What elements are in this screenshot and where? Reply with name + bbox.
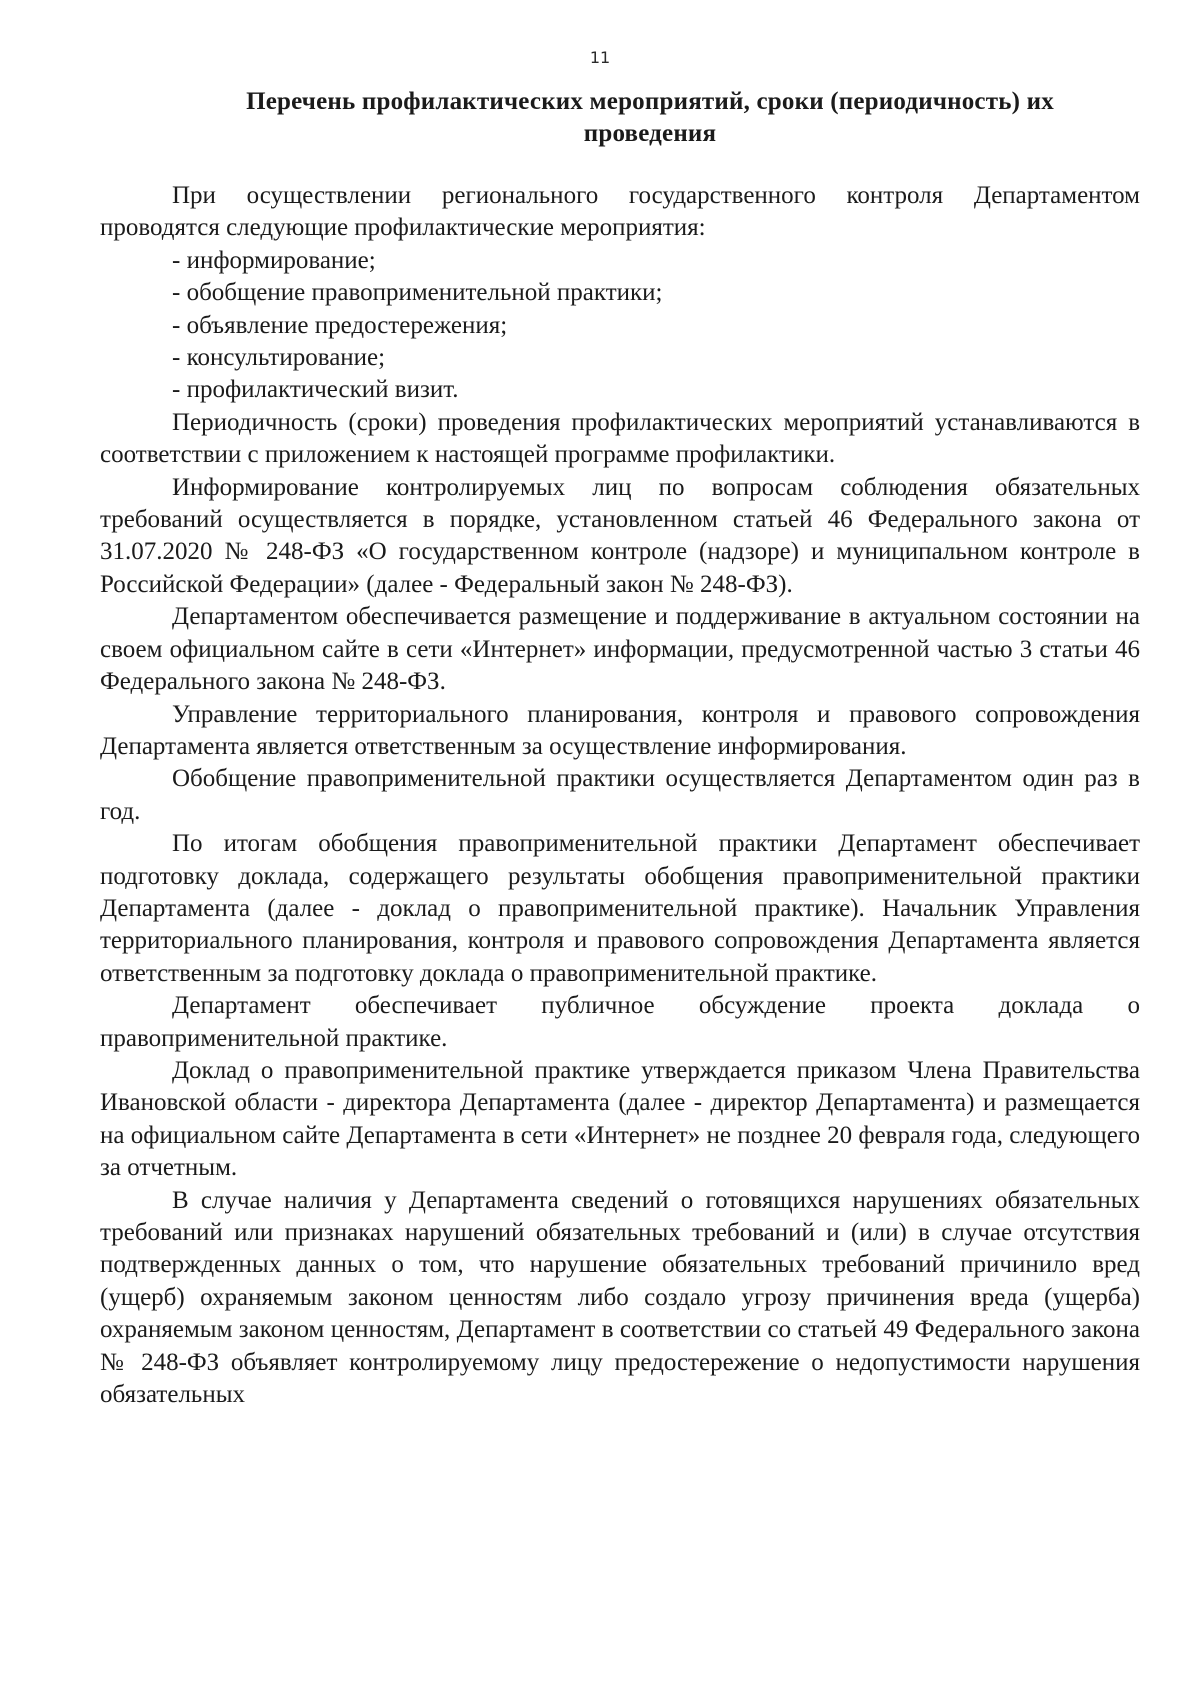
paragraph-generalization-frequency: Обобщение правоприменительной практики осуществляется Департаментом один раз в год. [100, 765, 1140, 825]
intro-paragraph: При осуществлении регионального государственного контроля Департаментом проводятся следующие профилактические мероприятия: [100, 182, 1140, 242]
section-heading [180, 86, 1120, 150]
section-heading-line-2: проведения [583, 120, 717, 147]
paragraph-responsible-informing: Управление территориального планирования, контроля и правового сопровождения Департамента является ответственным за осуществление информирования. [100, 700, 1140, 760]
measures-list [100, 245, 1140, 407]
paragraph-warning: В случае наличия у Департамента сведений о готовящихся нарушениях обязательных требований или признаках нарушений обязательных требований и (или) в случае отсутствия подтвержденных данных о том, что нарушение обязательных требований причинило вред (ущерб) охраняемым законом ценностям либо создало угрозу причинения вреда (ущерба) охраняемым законом ценностям, Департамент в соответствии со статьей 49 Федерального закона № 248-ФЗ объявляет контролируемому лицу предостережение о недопустимости нарушения обязательных [100, 1186, 1140, 1409]
list-item: - объявление предостережения; [172, 311, 508, 339]
list-item: - информирование; [172, 246, 376, 274]
paragraph-periodicity: Периодичность (сроки) проведения профилактических мероприятий устанавливаются в соответствии с приложением к настоящей программе профилактики. [100, 408, 1140, 469]
paragraph-report-preparation: По итогам обобщения правоприменительной практики Департамент обеспечивает подготовку доклада, содержащего результаты обобщения правоприменительной практики Департамента (далее - доклад о правоприменительной практике). Начальник Управления территориального планирования, контроля и правового сопровождения Департамента является ответственным за подготовку доклада о правоприменительной практике. [100, 830, 1140, 987]
paragraph-public-discussion: Департамент обеспечивает публичное обсуждение проекта доклада о правоприменительной практике. [100, 992, 1140, 1052]
section-heading-line-1: Перечень профилактических мероприятий, сроки (периодичность) их [246, 88, 1054, 115]
paragraph-website-info: Департаментом обеспечивается размещение и поддерживание в актуальном состоянии на своем официальном сайте в сети «Интернет» информации, предусмотренной частью 3 статьи 46 Федерального закона № 248-ФЗ. [100, 603, 1140, 696]
paragraph-informing-procedure: Информирование контролируемых лиц по вопросам соблюдения обязательных требований осуществляется в порядке, установленном статьей 46 Федерального закона от 31.07.2020 № 248-ФЗ «О государственном контроле (надзоре) и муниципальном контроле в Российской Федерации» (далее - Федеральный закон № 248-ФЗ). [100, 473, 1140, 598]
document-body [100, 180, 1140, 1411]
list-item: - обобщение правоприменительной практики; [172, 279, 663, 307]
paragraph-report-approval: Доклад о правоприменительной практике утверждается приказом Члена Правительства Ивановской области - директора Департамента (далее - директор Департамента) и размещается на официальном сайте Департамента в сети «Интернет» не позднее 20 февраля года, следующего за отчетным. [100, 1056, 1140, 1182]
page-number: 11 [589, 48, 611, 67]
list-item: - профилактический визит. [172, 376, 459, 404]
list-item: - консультирование; [172, 344, 386, 372]
